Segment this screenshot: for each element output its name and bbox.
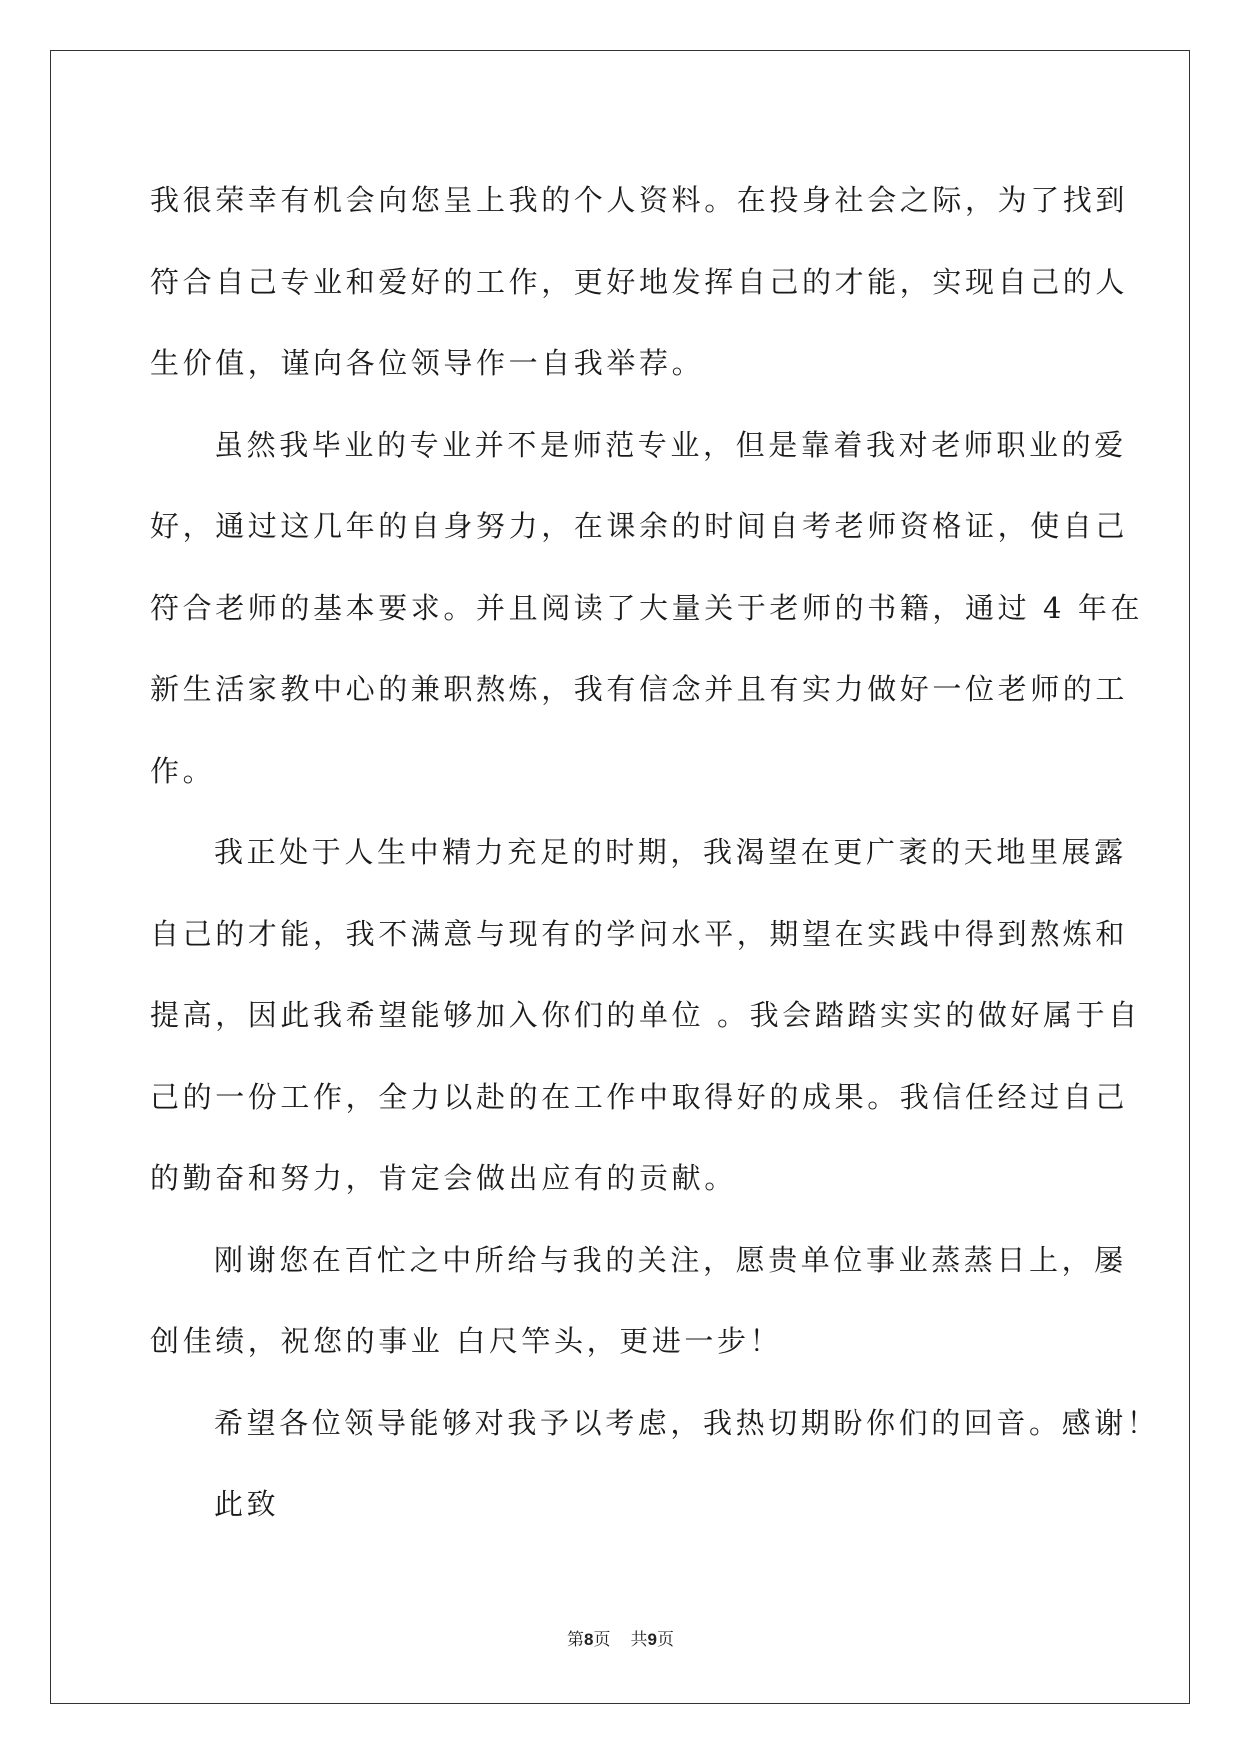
text-line: 己的一份工作，全力以赴的在工作中取得好的成果。我信任经过自己 xyxy=(150,1079,1129,1114)
total-prefix: 共 xyxy=(630,1630,648,1650)
text-line: 符合自己专业和爱好的工作，更好地发挥自己的才能，实现自己的人 xyxy=(150,264,1129,299)
paragraph-aspiration xyxy=(150,812,1141,1220)
total-page-number: 9 xyxy=(647,1630,657,1649)
text-line: 虽然我毕业的专业并不是师范专业，但是靠着我对老师职业的爱 xyxy=(214,427,1127,462)
text-line: 作。 xyxy=(150,753,216,788)
page-suffix: 页 xyxy=(593,1630,611,1650)
paragraph-salutation xyxy=(150,1464,1090,1546)
text-line: 好，通过这几年的自身努力，在课余的时间自考老师资格证，使自己 xyxy=(150,509,1129,543)
page-prefix: 第 xyxy=(567,1630,585,1650)
text-line: 创佳绩，祝您的事业 白尺竿头，更进一步！ xyxy=(150,1324,783,1358)
paragraph-qualification xyxy=(150,405,1144,813)
text-line: 自己的才能，我不满意与现有的学问水平，期望在实践中得到熬炼和 xyxy=(150,916,1129,951)
text-line: 刚谢您在百忙之中所给与我的关注，愿贵单位事业蒸蒸日上，屡 xyxy=(214,1242,1127,1277)
total-suffix: 页 xyxy=(656,1630,674,1650)
text-line: 新生活家教中心的兼职熬炼，我有信念并且有实力做好一位老师的工 xyxy=(150,672,1129,706)
text-line: 我正处于人生中精力充足的时期，我渴望在更广袤的天地里展露 xyxy=(214,835,1127,869)
text-line: 符合老师的基本要求。并且阅读了大量关于老师的书籍，通过 4 年在 xyxy=(150,590,1144,625)
paragraph-intro xyxy=(150,160,1129,405)
page-number-footer xyxy=(0,1625,1241,1650)
text-line: 此致 xyxy=(214,1487,280,1521)
text-line: 的勤奋和努力，肯定会做出应有的贡献。 xyxy=(150,1161,737,1195)
text-line: 生价值，谨向各位领导作一自我举荐。 xyxy=(150,346,705,380)
letter-body xyxy=(150,160,1160,1546)
current-page-number: 8 xyxy=(584,1630,594,1649)
paragraph-closing xyxy=(150,1383,1160,1465)
text-line: 我很荣幸有机会向您呈上我的个人资料。在投身社会之际，为了找到 xyxy=(150,183,1129,217)
paragraph-thanks xyxy=(150,1220,1127,1383)
text-line: 提高，因此我希望能够加入你们的单位 。我会踏踏实实的做好属于自 xyxy=(150,998,1141,1032)
text-line: 希望各位领导能够对我予以考虑，我热切期盼你们的回音。感谢！ xyxy=(214,1405,1160,1440)
